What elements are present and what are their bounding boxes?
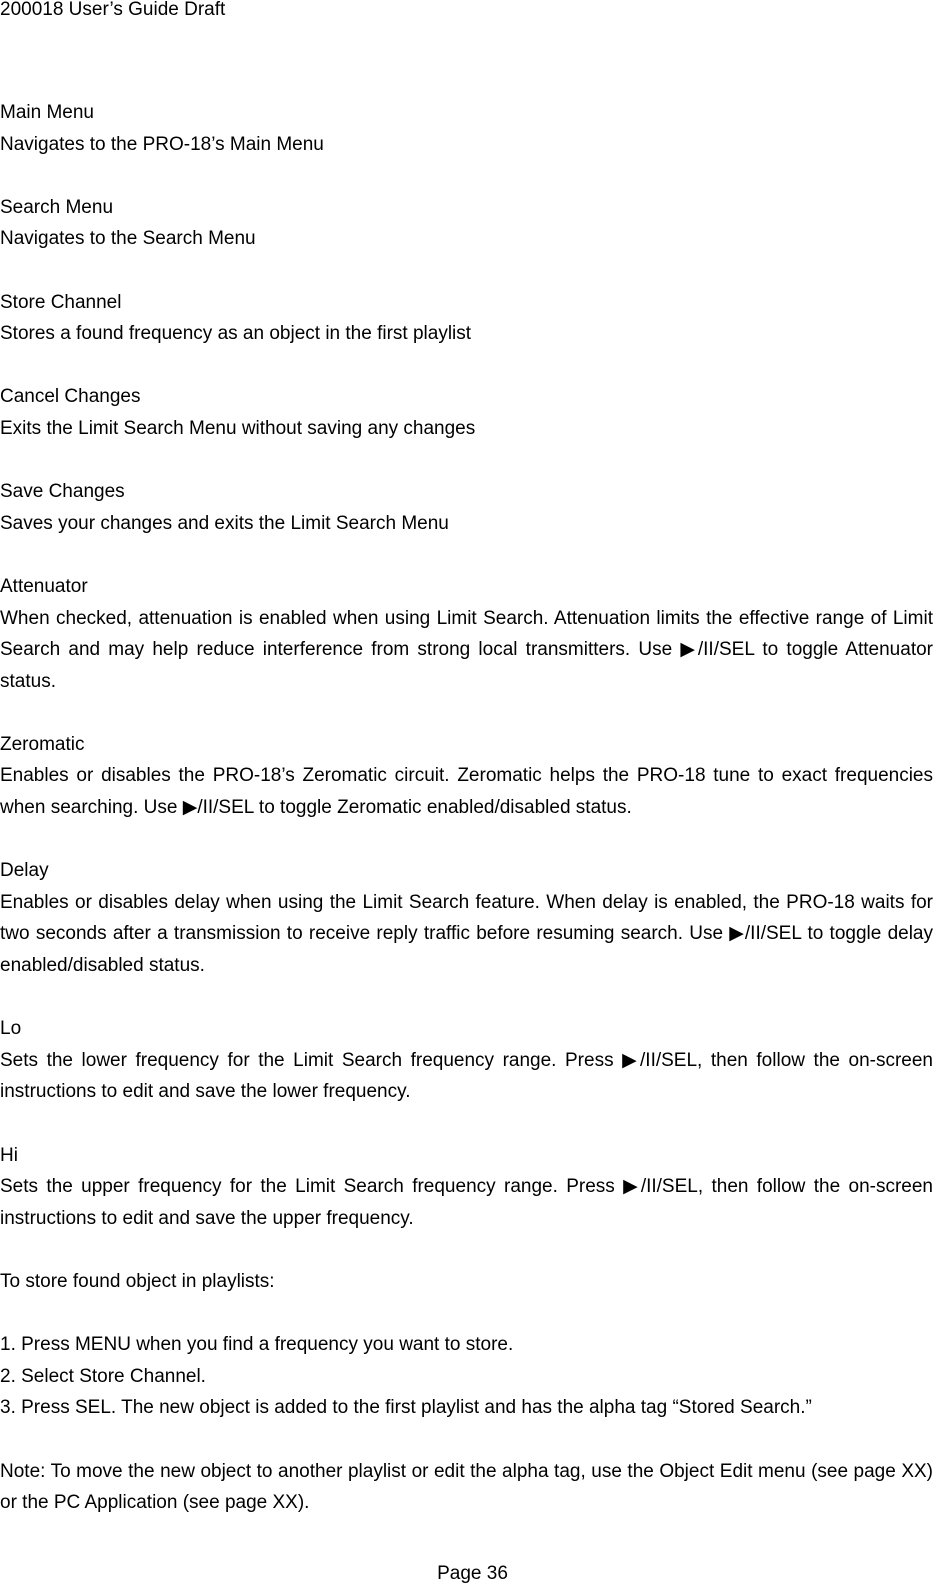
spacer — [0, 982, 933, 1014]
procedure-step: 1. Press MENU when you find a frequency you want to store. — [0, 1334, 514, 1356]
section-title: Lo — [0, 1018, 22, 1040]
section-title: Zeromatic — [0, 733, 85, 755]
section-description: Enables or disables delay when using the Limit Search feature. When delay is enabled, the PRO-18 waits for two seconds after a transmission to receive reply traffic before resuming search. Use ▶/II/SEL to toggle delay enabled/disabled status. — [0, 891, 933, 977]
section-description: Exits the Limit Search Menu without saving any changes — [0, 417, 476, 439]
section-delay — [0, 855, 933, 981]
procedure — [0, 1266, 933, 1519]
section-title: Cancel Changes — [0, 386, 141, 408]
section-zeromatic — [0, 729, 933, 824]
procedure-intro: To store found object in playlists: — [0, 1270, 275, 1292]
spacer — [0, 697, 933, 729]
section-hi — [0, 1140, 933, 1235]
document-header: 200018 User’s Guide Draft — [0, 0, 226, 20]
section-title: Attenuator — [0, 575, 88, 597]
section-save-changes — [0, 476, 933, 539]
section-description: Sets the lower frequency for the Limit Search frequency range. Press ▶/II/SEL, then follow the on-screen instructions to edit and save the lower frequency. — [0, 1049, 933, 1103]
section-title: Search Menu — [0, 196, 114, 218]
page-content — [0, 97, 933, 1519]
spacer — [0, 1424, 933, 1456]
section-description: Enables or disables the PRO-18’s Zeromatic circuit. Zeromatic helps the PRO-18 tune to exact frequencies when searching. Use ▶/II/SEL to toggle Zeromatic enabled/disabled status. — [0, 765, 933, 819]
section-description: Saves your changes and exits the Limit Search Menu — [0, 512, 449, 534]
section-lo — [0, 1013, 933, 1108]
section-attenuator — [0, 571, 933, 697]
section-title: Delay — [0, 860, 49, 882]
section-description: Navigates to the PRO-18’s Main Menu — [0, 133, 324, 155]
section-cancel-changes — [0, 381, 933, 444]
section-title: Save Changes — [0, 481, 125, 503]
section-description: Navigates to the Search Menu — [0, 228, 256, 250]
section-description: Sets the upper frequency for the Limit Search frequency range. Press ▶/II/SEL, then follow the on-screen instructions to edit and save the upper frequency. — [0, 1176, 933, 1229]
spacer — [0, 1298, 933, 1330]
page-number: Page 36 — [437, 1563, 508, 1584]
spacer — [0, 255, 933, 287]
spacer — [0, 350, 933, 382]
section-title: Store Channel — [0, 291, 122, 313]
spacer — [0, 160, 933, 192]
section-title: Main Menu — [0, 102, 94, 123]
section-search-menu — [0, 192, 933, 255]
section-store-channel — [0, 287, 933, 350]
spacer — [0, 539, 933, 571]
spacer — [0, 1234, 933, 1266]
spacer — [0, 824, 933, 856]
section-description: When checked, attenuation is enabled when using Limit Search. Attenuation limits the effective range of Limit Search and may help reduce interference from strong local transmitters. Use ▶/II/SEL to toggle Attenuator status. — [0, 607, 933, 692]
procedure-step: 2. Select Store Channel. — [0, 1365, 206, 1387]
section-main-menu — [0, 97, 933, 160]
procedure-step: 3. Press SEL. The new object is added to the first playlist and has the alpha tag “Stored Search.” — [0, 1397, 812, 1419]
spacer — [0, 1108, 933, 1140]
spacer — [0, 445, 933, 477]
procedure-note: Note: To move the new object to another playlist or edit the alpha tag, use the Object Edit menu (see page XX) or the PC Application (see page XX). — [0, 1460, 933, 1514]
section-description: Stores a found frequency as an object in the first playlist — [0, 323, 472, 345]
section-title: Hi — [0, 1144, 18, 1166]
